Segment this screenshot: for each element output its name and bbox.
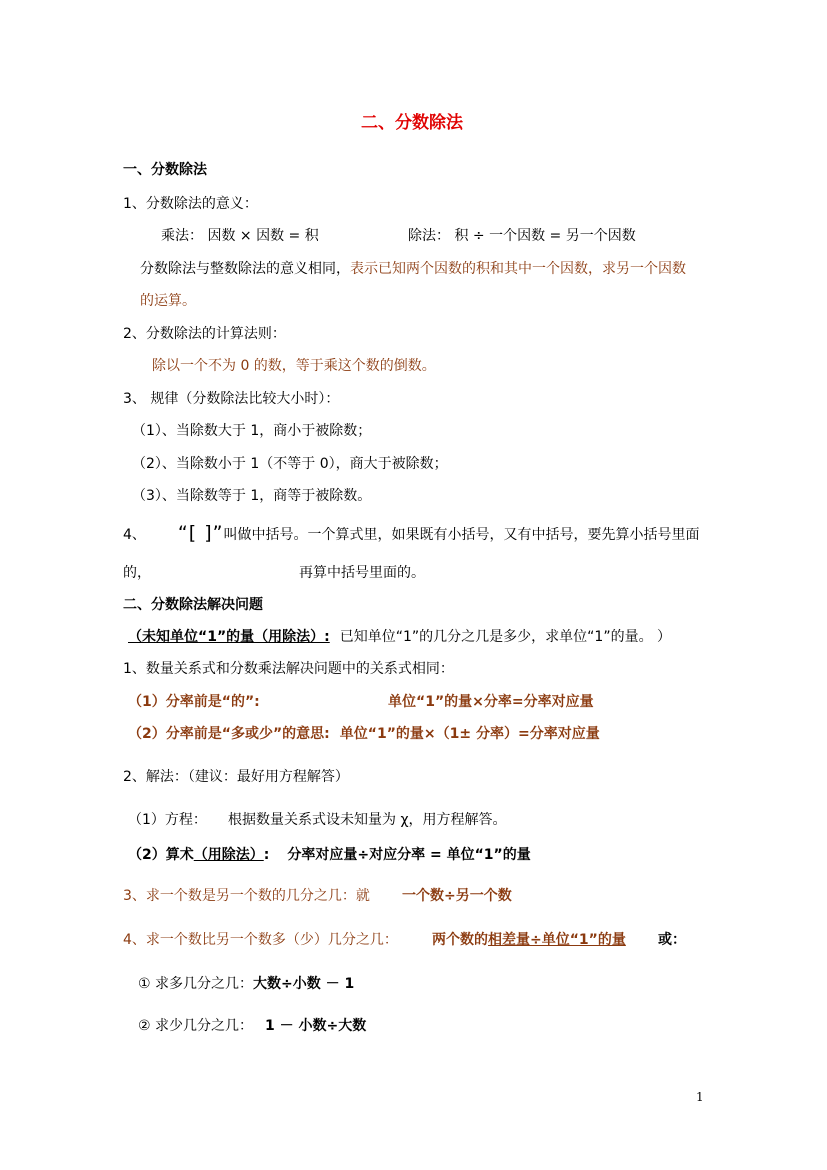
option-2-line	[138, 1016, 366, 1036]
method-1-text: 根据数量关系式设未知量为 χ，用方程解答。	[228, 812, 507, 828]
rule-item-3: （3）、当除数等于 1，商等于被除数。	[132, 488, 372, 504]
multiplication-definition: 乘法： 因数 × 因数 = 积	[161, 228, 319, 244]
section-heading-2: 二、分数除法解决问题	[123, 597, 263, 613]
method-2-label-b: （用除法）	[193, 847, 264, 863]
case-2-line	[128, 724, 600, 744]
division-meaning-highlight: 表示已知两个因数的积和其中一个因数，求另一个因数	[350, 261, 686, 277]
item-4-cont-b: 再算中括号里面的。	[299, 565, 425, 581]
q4-label: 4、求一个数比另一个数多（少）几分之几：	[123, 932, 398, 948]
q4-or: 或：	[658, 932, 686, 948]
item-4-prefix: 4、	[123, 527, 146, 543]
item-4-line	[123, 523, 699, 545]
division-definition: 除法： 积 ÷ 一个因数 = 另一个因数	[408, 228, 636, 244]
method-2-label-c: :	[263, 847, 270, 863]
section-heading-1: 一、分数除法	[123, 162, 207, 178]
division-rule: 除以一个不为 0 的数，等于乘这个数的倒数。	[152, 358, 436, 374]
method-2-formula: 分率对应量÷对应分率 = 单位“1”的量	[287, 847, 531, 863]
unknown-unit-desc: 已知单位“1”的几分之几是多少，求单位“1”的量。 ）	[339, 629, 672, 645]
case-2-label: （2）分率前是“多或少”的意思:	[128, 726, 330, 742]
method-2-line	[128, 845, 531, 865]
q3-formula: 一个数÷另一个数	[402, 888, 512, 904]
option-1-formula: 大数÷小数 － 1	[253, 976, 355, 992]
rule-item-2: （2）、当除数小于 1（不等于 0），商大于被除数；	[132, 456, 448, 472]
q3-label: 3、求一个数是另一个数的几分之几：就	[123, 888, 370, 904]
item-4-text: 叫做中括号。一个算式里，如果既有小括号，又有中括号，要先算小括号里面	[223, 527, 700, 543]
option-2-label: ② 求少几分之几：	[138, 1018, 254, 1034]
option-1-line	[138, 974, 354, 994]
division-meaning-text: 分数除法与整数除法的意义相同，	[140, 261, 350, 277]
unknown-unit-label: （未知单位“1”的量（用除法）:	[128, 629, 330, 645]
item-4-cont-a: 的，	[123, 565, 151, 581]
q4-formula-a: 两个数的	[432, 932, 488, 948]
q4-formula-b: 相差量÷单位“1”的量	[488, 932, 626, 948]
division-meaning-line	[140, 259, 686, 279]
q2-label: 2、解法：（建议：最好用方程解答）	[123, 769, 349, 785]
rule-item-1: （1）、当除数大于 1，商小于被除数；	[132, 423, 372, 439]
case-2-formula: 单位“1”的量×（1± 分率）=分率对应量	[339, 726, 600, 742]
item-2-label: 2、分数除法的计算法则：	[123, 326, 286, 342]
q1-label: 1、数量关系式和分数乘法解决问题中的关系式相同：	[123, 661, 454, 677]
page-number: 1	[696, 1090, 704, 1104]
square-bracket-symbol: “[ ]”	[177, 522, 224, 544]
option-1-label: ① 求多几分之几：	[138, 976, 254, 992]
method-2-label-a: （2）算术	[128, 847, 194, 863]
division-meaning-end: 的运算。	[140, 293, 196, 309]
item-3-label: 3、 规律（分数除法比较大小时）：	[123, 391, 340, 407]
method-1-label: （1）方程：	[128, 812, 207, 828]
page-title: 二、分数除法	[361, 113, 463, 133]
item-1-label: 1、分数除法的意义：	[123, 196, 258, 212]
q4-formula	[432, 930, 626, 950]
sec2-subtitle	[128, 627, 671, 647]
option-2-formula: 1 － 小数÷大数	[265, 1018, 367, 1034]
case-1-formula: 单位“1”的量×分率=分率对应量	[388, 694, 594, 710]
case-1-label: （1）分率前是“的”:	[128, 694, 260, 710]
